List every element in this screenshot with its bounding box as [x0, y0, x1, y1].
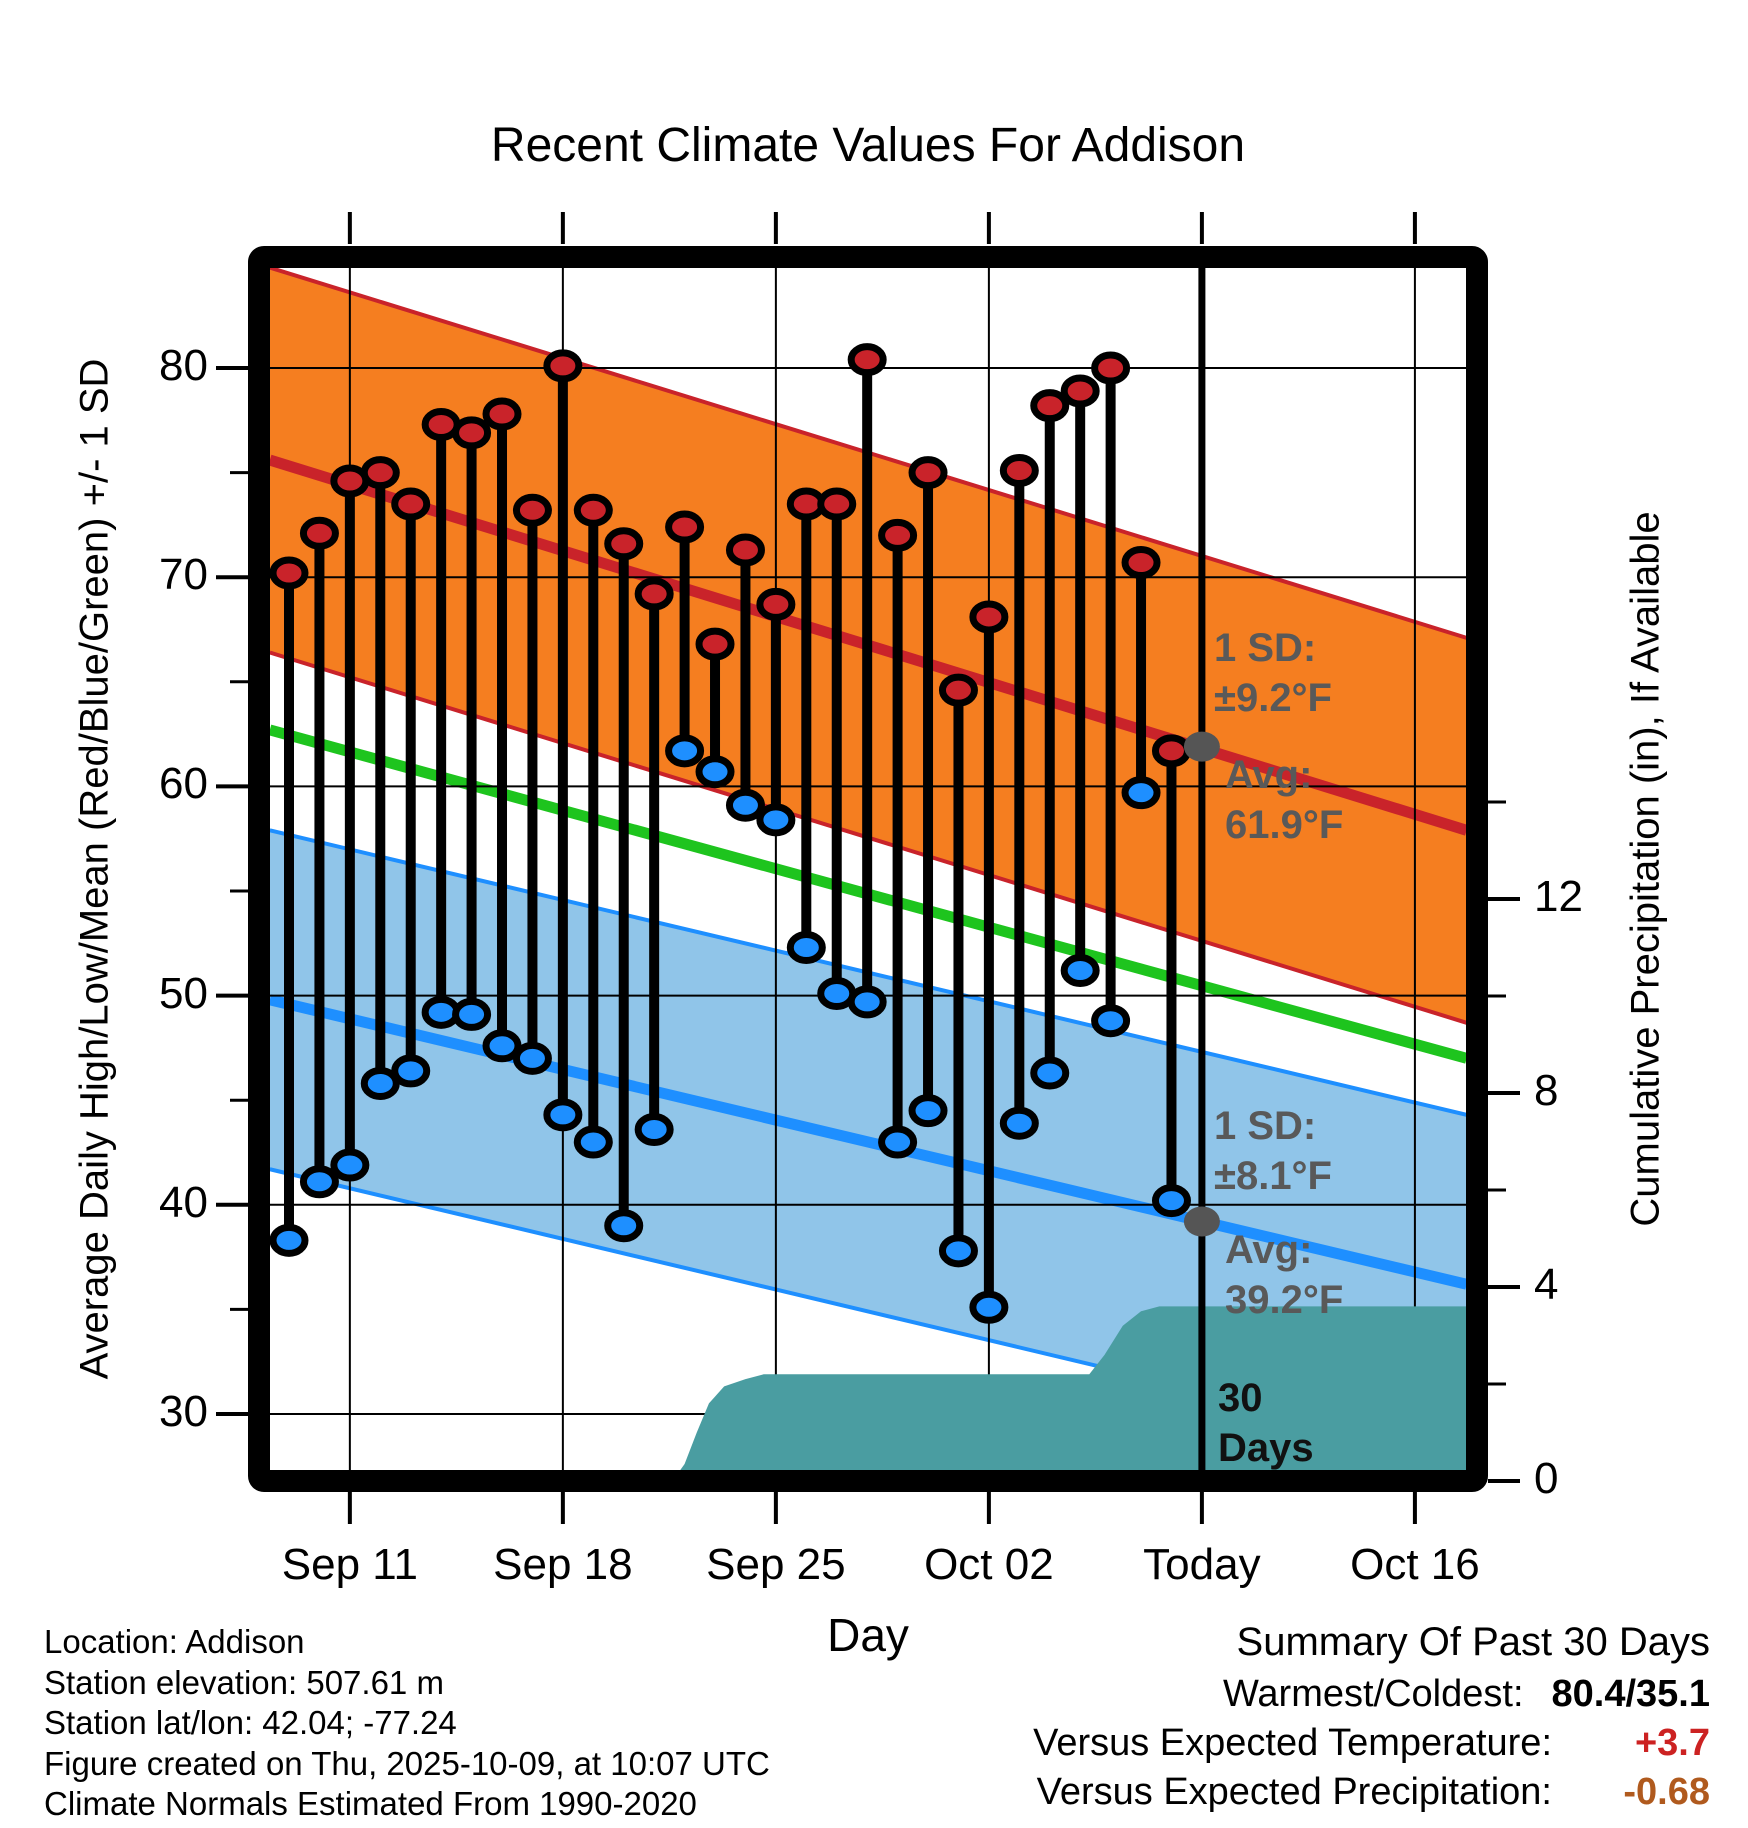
- daily-high-dot: [1034, 393, 1066, 419]
- daily-high-dot: [547, 353, 579, 379]
- daily-high-dot: [456, 420, 488, 446]
- x-axis-label: Day: [827, 1609, 909, 1661]
- daily-low-dot: [516, 1045, 548, 1071]
- precip-tick-label: 4: [1534, 1260, 1559, 1309]
- daily-high-dot: [1064, 378, 1096, 404]
- daily-high-dot: [1003, 458, 1035, 484]
- daily-low-dot: [1155, 1188, 1187, 1214]
- temp-tick-label: 30: [159, 1387, 208, 1436]
- temp-tick-label: 80: [159, 341, 208, 390]
- daily-high-dot: [669, 514, 701, 540]
- annotation-30-days: [1218, 1373, 1314, 1473]
- temp-tick-label: 50: [159, 968, 208, 1018]
- summary-row: [1033, 1673, 1710, 1722]
- daily-high-dot: [273, 560, 305, 586]
- daily-low-dot: [1003, 1110, 1035, 1136]
- summary-value: 80.4/35.1: [1551, 1673, 1710, 1715]
- daily-low-dot: [942, 1238, 974, 1264]
- daily-high-dot: [699, 631, 731, 657]
- summary-label: Warmest/Coldest:: [1222, 1673, 1524, 1715]
- daily-low-dot: [912, 1098, 944, 1124]
- x-tick-label: Sep 11: [281, 1540, 418, 1589]
- daily-high-dot: [608, 531, 640, 557]
- annotation-low-sd-line2: ±8.1°F: [1214, 1154, 1332, 1198]
- annotation-30-days-line2: Days: [1218, 1426, 1314, 1470]
- summary-row: [1033, 1722, 1710, 1771]
- summary-title: Summary Of Past 30 Days: [1236, 1620, 1710, 1664]
- daily-high-dot: [395, 491, 427, 517]
- daily-low-dot: [1125, 780, 1157, 806]
- y-axis-label-right: Cumulative Precipitation (in), If Available: [1623, 511, 1668, 1227]
- precip-tick-label: 12: [1534, 872, 1583, 921]
- annotation-high-sd: [1214, 623, 1332, 723]
- daily-high-dot: [729, 537, 761, 563]
- daily-high-dot: [942, 677, 974, 703]
- footer-line: Climate Normals Estimated From 1990-2020: [44, 1785, 697, 1822]
- daily-high-dot: [516, 497, 548, 523]
- daily-low-dot: [1064, 957, 1096, 983]
- daily-high-dot: [882, 522, 914, 548]
- daily-low-dot: [486, 1033, 518, 1059]
- daily-low-dot: [273, 1227, 305, 1253]
- annotation-high-avg-line2: 61.9°F: [1225, 803, 1344, 847]
- daily-high-dot: [821, 491, 853, 517]
- summary-rows: [1033, 1673, 1710, 1820]
- daily-low-dot: [608, 1213, 640, 1239]
- daily-high-dot: [1095, 355, 1127, 381]
- precip-tick-label: 8: [1534, 1066, 1559, 1115]
- annotation-high-sd-line1: 1 SD:: [1214, 626, 1317, 670]
- daily-low-dot: [882, 1129, 914, 1155]
- x-tick-label: Oct 16: [1350, 1540, 1480, 1589]
- summary-label: Versus Expected Precipitation:: [1036, 1771, 1552, 1813]
- annotation-30-days-line1: 30: [1218, 1376, 1263, 1420]
- annotation-low-avg-line1: Avg:: [1225, 1228, 1313, 1272]
- temp-tick-label: 40: [159, 1177, 208, 1227]
- footer-line: Figure created on Thu, 2025-10-09, at 10:07 UTC: [44, 1744, 770, 1782]
- summary-block: [1033, 1620, 1710, 1820]
- daily-low-dot: [699, 759, 731, 785]
- daily-low-dot: [456, 1001, 488, 1027]
- daily-low-dot: [760, 807, 792, 833]
- footer-line: Station lat/lon: 42.04; -77.24: [44, 1704, 457, 1741]
- x-tick-label: Sep 25: [706, 1540, 846, 1589]
- temp-tick-label: 60: [159, 759, 208, 809]
- daily-high-dot: [486, 401, 518, 427]
- daily-low-dot: [334, 1152, 366, 1178]
- footer-line: Location: Addison: [44, 1623, 305, 1660]
- annotation-high-avg: [1225, 750, 1343, 850]
- daily-high-dot: [638, 581, 670, 607]
- today-high-avg-dot: [1184, 732, 1220, 762]
- summary-value: -0.68: [1623, 1771, 1710, 1813]
- today-low-avg-dot: [1184, 1207, 1220, 1237]
- x-tick-label: Sep 18: [493, 1540, 633, 1589]
- daily-low-dot: [364, 1070, 396, 1096]
- precip-tick-label: 0: [1534, 1454, 1559, 1503]
- annotation-high-avg-line1: Avg:: [1225, 753, 1313, 797]
- summary-row: [1033, 1771, 1710, 1820]
- page-title: Recent Climate Values For Addison: [490, 119, 1246, 172]
- summary-value: +3.7: [1634, 1722, 1710, 1764]
- footer-line: Station elevation: 507.61 m: [44, 1663, 444, 1701]
- annotation-low-sd: [1214, 1101, 1332, 1201]
- footer-block: [44, 1622, 770, 1825]
- daily-low-dot: [547, 1102, 579, 1128]
- annotation-high-sd-line2: ±9.2°F: [1214, 676, 1332, 720]
- daily-high-dot: [851, 347, 883, 373]
- daily-low-dot: [638, 1116, 670, 1142]
- daily-low-dot: [973, 1294, 1005, 1320]
- daily-low-dot: [790, 934, 822, 960]
- y-axis-label-left: Average Daily High/Low/Mean (Red/Blue/Green) +/- 1 SD: [72, 358, 117, 1380]
- daily-high-dot: [364, 460, 396, 486]
- daily-low-dot: [1034, 1060, 1066, 1086]
- daily-high-dot: [1155, 738, 1187, 764]
- daily-high-dot: [973, 604, 1005, 630]
- summary-label: Versus Expected Temperature:: [1033, 1722, 1552, 1764]
- daily-high-dot: [1125, 550, 1157, 576]
- annotation-low-avg: [1225, 1225, 1343, 1325]
- daily-low-dot: [303, 1169, 335, 1195]
- daily-low-dot: [395, 1058, 427, 1084]
- daily-low-dot: [851, 989, 883, 1015]
- daily-low-dot: [669, 738, 701, 764]
- daily-high-dot: [912, 460, 944, 486]
- x-tick-label: Today: [1143, 1540, 1261, 1589]
- daily-high-dot: [577, 497, 609, 523]
- daily-high-dot: [760, 591, 792, 617]
- daily-low-dot: [577, 1129, 609, 1155]
- annotation-low-avg-line2: 39.2°F: [1225, 1278, 1344, 1322]
- temp-tick-label: 70: [159, 550, 208, 600]
- daily-low-dot: [729, 792, 761, 818]
- daily-low-dot: [1095, 1008, 1127, 1034]
- daily-high-dot: [303, 520, 335, 546]
- annotation-low-sd-line1: 1 SD:: [1214, 1104, 1317, 1148]
- x-tick-label: Oct 02: [924, 1540, 1054, 1589]
